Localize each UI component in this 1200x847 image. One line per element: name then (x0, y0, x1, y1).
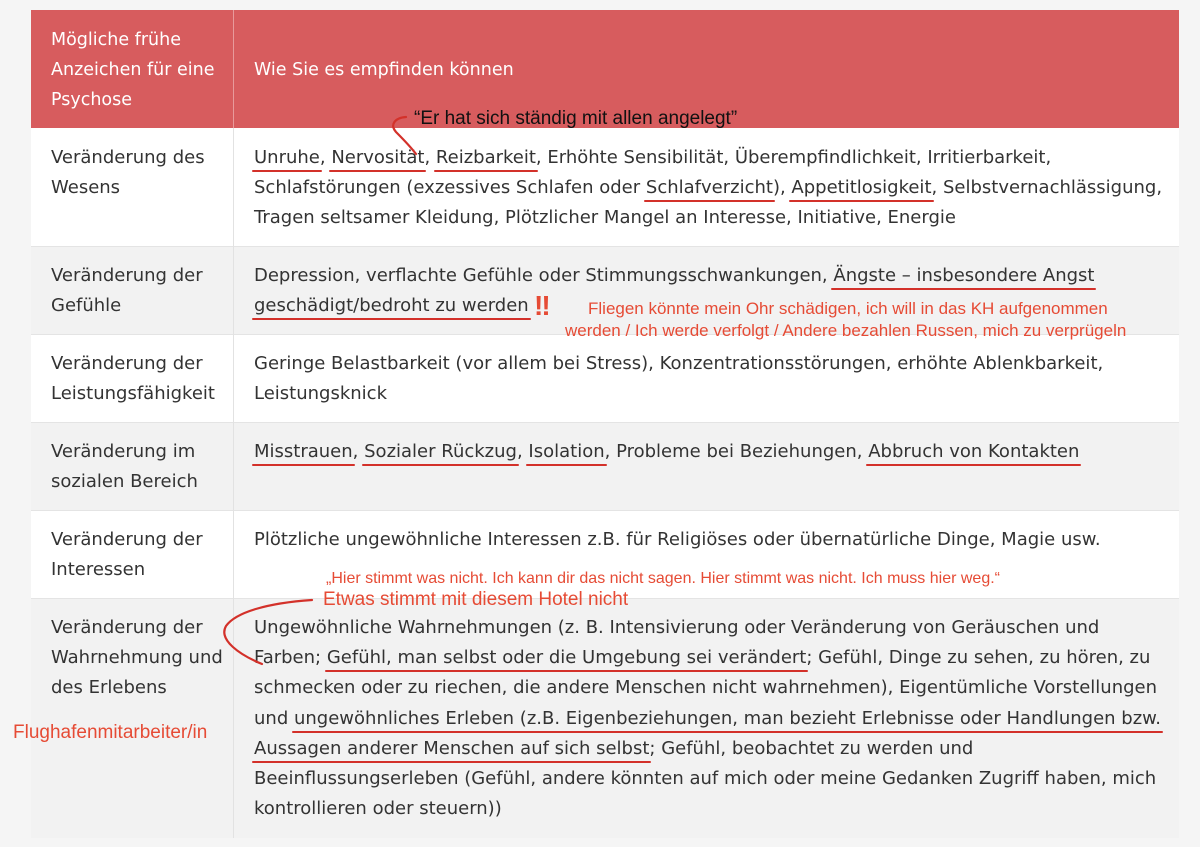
underlined-phrase: Appetitlosigkeit (791, 177, 932, 199)
row-text-segment: ; Gefühl, beobachtet zu werden und Beeinflussungserleben (Gefühl, andere könnten auf mich oder meine Gedanken Zugriff haben, mich kontrollieren oder steuern)) (254, 737, 1157, 820)
underlined-phrase: geschädigt/bedroht zu werden (254, 295, 529, 317)
row-text-segment: Erhöhte Sensibilität, Überempfindlichkeit, Irritierbarkeit, Schlafstörungen (exzessives Schlafen oder (254, 147, 1052, 199)
header-divider (233, 10, 234, 128)
row-text-segment: Probleme bei Beziehungen, (616, 441, 863, 462)
row-divider (31, 510, 1179, 511)
annotation-quote-hotel: „Hier stimmt was nicht. Ich kann dir das nicht sagen. Hier stimmt was nicht. Ich muss hier weg.“ (326, 570, 1000, 587)
annotation-airport-staff: Flughafenmitarbeiter/in (13, 722, 208, 743)
row-text-leistung: Geringe Belastbarkeit (vor allem bei Stress), Konzentrationsstörungen, erhöhte Ablenkbarkeit, Leistungsknick (254, 353, 1104, 405)
header-col-signs: Mögliche frühe Anzeichen für eine Psychose (51, 30, 215, 110)
row-text-interessen: Plötzliche ungewöhnliche Interessen z.B. für Religiöses oder übernatürliche Dinge, Magie usw. (254, 529, 1101, 550)
header-col-experience: Wie Sie es empfinden können (254, 60, 514, 80)
annotation-exclamation: !! (534, 290, 549, 321)
row-text-sozial: Misstrauen, Sozialer Rückzug, Isolation, Probleme bei Beziehungen, Abbruch von Kontakten (254, 441, 1080, 462)
underlined-phrase: Unruhe (254, 147, 320, 168)
underlined-phrase: Sozialer Rückzug (364, 441, 517, 462)
underlined-phrase: Reizbarkeit (435, 147, 536, 168)
row-text-wahrnehmung (254, 613, 1169, 824)
underlined-phrase: Schlafverzicht (645, 177, 773, 199)
row-text-segment: ; Gefühl, Dinge zu sehen, zu hören, zu schmecken oder zu riechen, die andere Menschen nicht wahrnehmen), Eigentümliche Vorstellungen und (254, 647, 1158, 729)
annotation-hotel: Etwas stimmt mit diesem Hotel nicht (323, 589, 629, 610)
row-label-sozial: Veränderung im sozialen Bereich (51, 441, 198, 492)
row-label-wesen: Veränderung des Wesens (51, 147, 205, 198)
underlined-phrase: Nervosität (331, 147, 425, 168)
annotation-quote-conflict: “Er hat sich ständig mit allen angelegt” (414, 108, 738, 129)
row-label-wahrnehmung: Veränderung der Wahrnehmung und des Erlebens (51, 617, 223, 698)
underlined-phrase: Isolation (528, 441, 605, 462)
row-text-segment: Selbstvernachlässigung, Tragen seltsamer Kleidung, Plötzlicher Mangel an Interesse, Initiative, Energie (254, 177, 1163, 229)
row-text-wesen: Unruhe, Nervosität, Reizbarkeit, Erhöhte Sensibilität, Überempfindlichkeit, Irritierbarkeit, Schlafstörungen (exzessives Schlafen oder Schlafverzicht), Appetitlosigkeit, Selbstvernachlässigung, Tragen seltsamer Kleidung, Plötzlicher Mangel an Interesse, Initiative, Energie (254, 147, 1163, 229)
annotation-fear-note-1: Fliegen könnte mein Ohr schädigen, ich will in das KH aufgenommen (588, 299, 1108, 318)
underlined-phrase: Gefühl, man selbst oder die Umgebung sei verändert (326, 647, 807, 669)
row-text-segment: Depression, verflachte Gefühle oder Stimmungsschwankungen, (254, 265, 828, 286)
underlined-phrase: Aussagen anderer Menschen auf sich selbst (254, 737, 650, 759)
annotation-fear-note-2: werden / Ich werde verfolgt / Andere bezahlen Russen, mich zu verprügeln (565, 321, 1127, 340)
column-divider (233, 128, 234, 838)
row-label-leistung: Veränderung der Leistungsfähigkeit (51, 353, 215, 404)
underlined-phrase: Ängste – insbesondere Angst (833, 265, 1095, 286)
row-label-interessen: Veränderung der Interessen (51, 529, 203, 580)
underlined-phrase: Abbruch von Kontakten (868, 441, 1080, 462)
row-text-segment: Ungewöhnliche Wahrnehmungen (z. B. Intensivierung oder Veränderung von Geräuschen und Farben; (254, 617, 1100, 669)
row-label-gefuehle: Veränderung der Gefühle (51, 265, 203, 316)
underlined-phrase: ungewöhnliches Erleben (z.B. Eigenbeziehungen, man bezieht Erlebnisse oder Handlungen bzw. (293, 707, 1161, 729)
underlined-phrase: Misstrauen (254, 441, 353, 462)
row-divider (31, 246, 1179, 247)
row-divider (31, 422, 1179, 423)
